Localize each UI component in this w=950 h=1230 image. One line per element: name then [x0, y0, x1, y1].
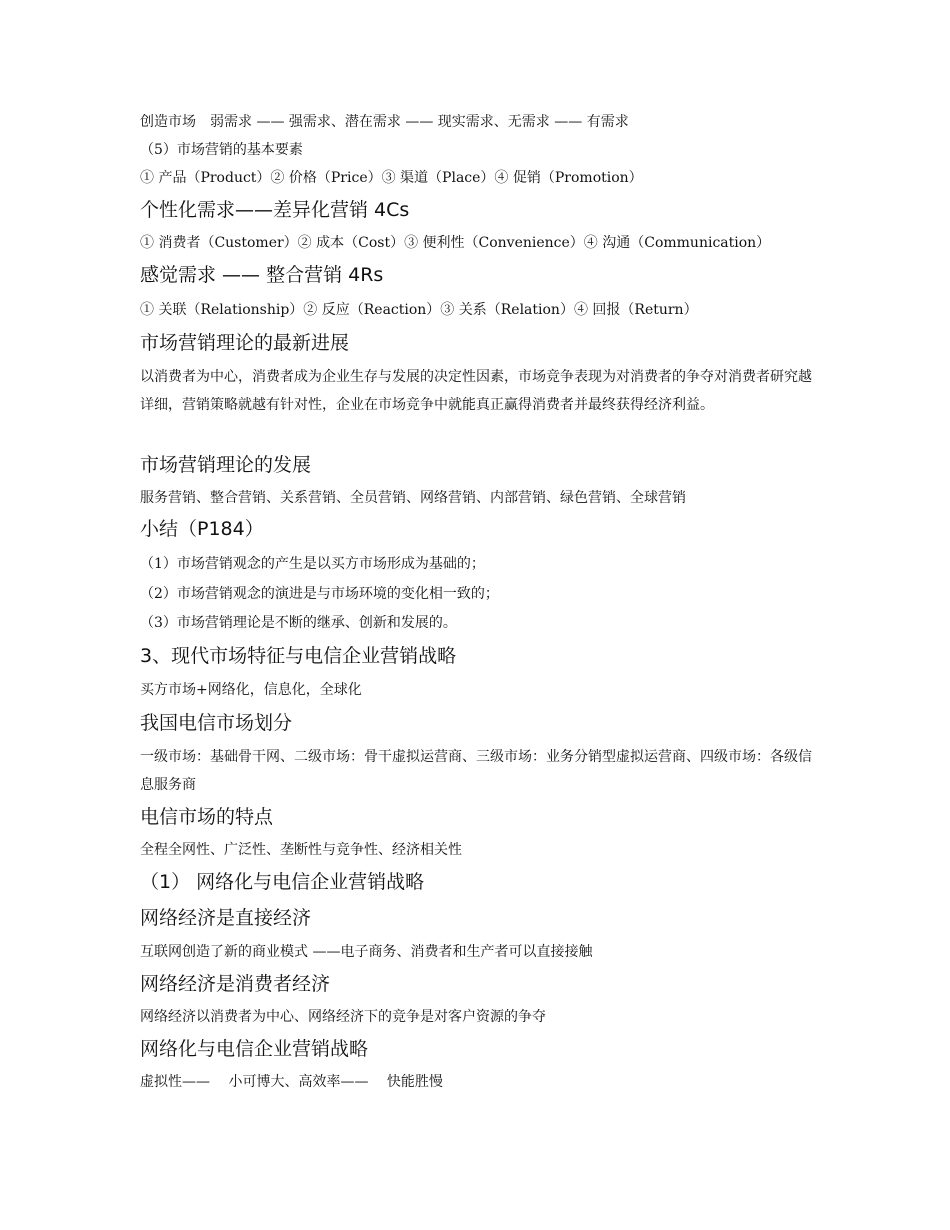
text-line-customer-resources: 网络经济以消费者为中心、网络经济下的竞争是对客户资源的争夺: [140, 1009, 546, 1025]
heading-networking-marketing-strategy: 网络化与电信企业营销战略: [140, 1038, 369, 1060]
text-line-4cs: ① 消费者（Customer）② 成本（Cost）③ 便利性（Convenience）④ 沟通（Communication）: [140, 235, 771, 251]
text-line-4rs: ① 关联（Relationship）② 反应（Reaction）③ 关系（Relation）④ 回报（Return）: [140, 302, 698, 318]
text-line-summary-2: （2）市场营销观念的演进是与市场环境的变化相一致的；: [140, 586, 499, 602]
heading-theory-development: 市场营销理论的发展: [140, 454, 312, 476]
heading-4cs: 个性化需求——差异化营销 4Cs: [140, 199, 410, 221]
text-line-buyers-market: 买方市场+网络化，信息化，全球化: [140, 682, 362, 698]
paragraph-market-levels: 一级市场：基础骨干网、二级市场：骨干虚拟运营商、三级市场：业务分销型虚拟运营商、四级市场：各级信息服务商: [140, 749, 812, 793]
text-line-summary-1: （1）市场营销观念的产生是以买方市场形成为基础的；: [140, 556, 485, 572]
text-line-market-features: 全程全网性、广泛性、垄断性与竞争性、经济相关性: [140, 842, 462, 858]
paragraph-consumer-centered: 以消费者为中心，消费者成为企业生存与发展的决定性因素，市场竞争表现为对消费者的争夺对消费者研究越详细，营销策略就越有针对性，企业在市场竞争中就能真正赢得消费者并最终获得经济利益。: [140, 369, 812, 413]
heading-consumer-economy: 网络经济是消费者经济: [140, 973, 331, 995]
heading-latest-progress: 市场营销理论的最新进展: [140, 332, 350, 354]
heading-modern-market: 3、现代市场特征与电信企业营销战略: [140, 645, 457, 667]
heading-summary: 小结（P184）: [140, 518, 264, 540]
text-line-marketing-elements: （5）市场营销的基本要素: [140, 142, 303, 158]
text-line-virtuality: 虚拟性—— 小可博大、高效率—— 快能胜慢: [140, 1074, 443, 1090]
text-line-ecommerce: 互联网创造了新的商业模式 ——电子商务、消费者和生产者可以直接接触: [140, 944, 593, 960]
text-line-marketing-types: 服务营销、整合营销、关系营销、全员营销、网络营销、内部营销、绿色营销、全球营销: [140, 490, 686, 506]
heading-telecom-market-division: 我国电信市场划分: [140, 712, 293, 734]
text-line-create-market: 创造市场 弱需求 —— 强需求、潜在需求 —— 现实需求、无需求 —— 有需求: [140, 114, 629, 130]
text-line-summary-3: （3）市场营销理论是不断的继承、创新和发展的。: [140, 615, 457, 631]
heading-direct-economy: 网络经济是直接经济: [140, 907, 312, 929]
heading-telecom-market-features: 电信市场的特点: [140, 806, 274, 828]
heading-networking-strategy: （1） 网络化与电信企业营销战略: [140, 871, 425, 893]
heading-4rs: 感觉需求 —— 整合营销 4Rs: [140, 264, 384, 286]
text-line-4ps: ① 产品（Product）② 价格（Price）③ 渠道（Place）④ 促销（Promotion）: [140, 170, 643, 186]
